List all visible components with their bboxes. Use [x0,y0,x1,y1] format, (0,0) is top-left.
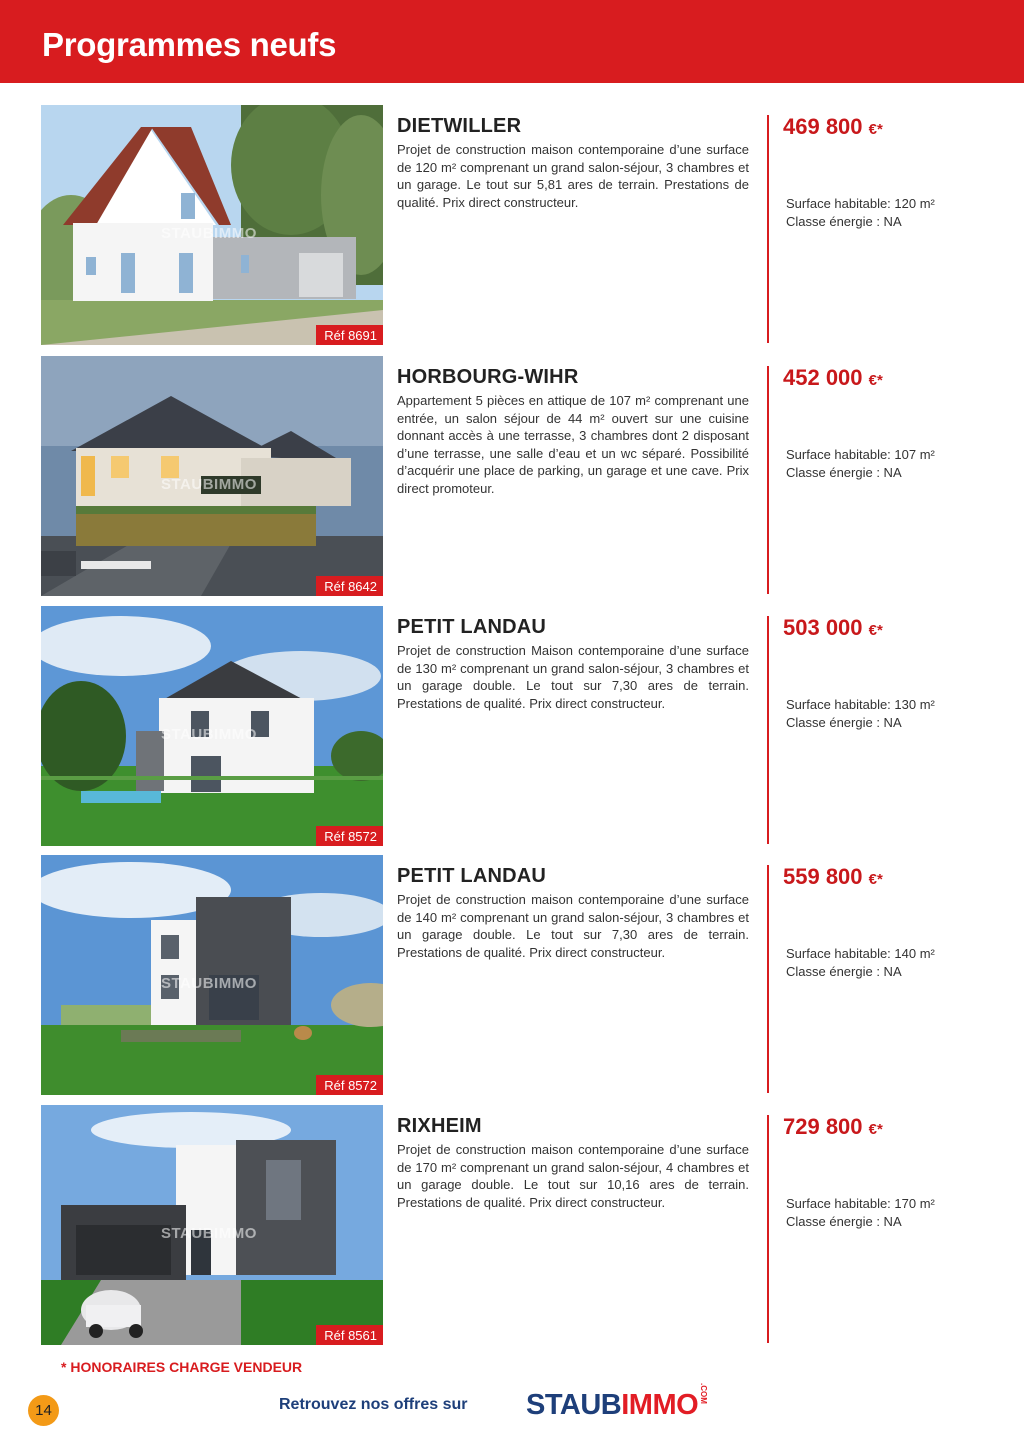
listing-specs [786,446,935,482]
watermark: STAUBIMMO [161,476,257,493]
price-currency: €* [868,1121,883,1138]
price-value: 452 000 [783,365,863,390]
listing-specs [786,696,935,732]
classe-energie: Classe énergie : NA [786,214,902,229]
divider [767,366,769,594]
listing-description: Projet de construction maison contemporaine d’une surface de 120 m² comprenant un grand salon-séjour, 3 chambres et un garage. Le tout sur 5,81 ares de terrain. Prestations de qualité. Prix direct constructeur. [397,142,749,210]
listing-description: Projet de construction maison contemporaine d’une surface de 140 m² comprenant un grand salon-séjour, 3 chambres et un garage double. Le tout sur 7,30 ares de terrain. Prestations de qualité. Prix direct constructeur. [397,892,749,960]
website-prompt: Retrouvez nos offres sur [279,1396,468,1413]
listing-city: PETIT LANDAU [397,865,547,887]
reference-badge: Réf 8572 [316,826,383,846]
price-currency: €* [868,372,883,389]
listing-info [397,1115,749,1211]
price-value: 469 800 [783,114,863,139]
listing-description: Projet de construction maison contemporaine d’une surface de 170 m² comprenant un grand salon-séjour, 4 chambres et un garage double. Le tout sur 10,16 ares de terrain. Prestations de qualité. Prix direct constructeur. [397,1142,749,1210]
property-photo[interactable] [41,855,383,1095]
property-photo[interactable] [41,1105,383,1345]
listing-price [783,365,883,391]
listing-price [783,114,883,140]
price-value: 559 800 [783,864,863,889]
listing-city: DIETWILLER [397,115,522,137]
price-currency: €* [868,622,883,639]
listing-card[interactable] [0,105,1024,347]
property-photo[interactable] [41,356,383,596]
listing-city: HORBOURG-WIHR [397,366,579,388]
divider [767,1115,769,1343]
logo-text-dom: .COM [699,1383,709,1404]
price-value: 503 000 [783,615,863,640]
fee-notice: * HONORAIRES CHARGE VENDEUR [61,1359,303,1375]
price-currency: €* [868,871,883,888]
listing-specs [786,195,935,231]
divider [767,115,769,343]
listing-card[interactable] [0,855,1024,1097]
property-photo[interactable] [41,105,383,345]
classe-energie: Classe énergie : NA [786,465,902,480]
listing-price [783,615,883,641]
page-header [0,0,1024,83]
staubimmo-logo[interactable] [526,1383,719,1421]
listing-specs [786,1195,935,1231]
classe-energie: Classe énergie : NA [786,715,902,730]
reference-badge: Réf 8691 [316,325,383,345]
surface-habitable: Surface habitable: 107 m² [786,447,935,462]
listing-info [397,616,749,712]
page-title: Programmes neufs [42,26,337,63]
surface-habitable: Surface habitable: 120 m² [786,196,935,211]
classe-energie: Classe énergie : NA [786,964,902,979]
listing-info [397,366,749,498]
listing-description: Projet de construction Maison contemporaine d’une surface de 130 m² comprenant un grand salon-séjour, 3 chambres et un garage double. Le tout sur 7,30 ares de terrain. Prestations de qualité. Prix direct constructeur. [397,643,749,711]
reference-badge: Réf 8561 [316,1325,383,1345]
logo-text-immo: IMMO [621,1389,699,1421]
listing-price [783,1114,883,1140]
listing-price [783,864,883,890]
surface-habitable: Surface habitable: 140 m² [786,946,935,961]
watermark: STAUBIMMO [161,726,257,743]
listing-card[interactable] [0,356,1024,598]
surface-habitable: Surface habitable: 170 m² [786,1196,935,1211]
listing-city: RIXHEIM [397,1115,482,1137]
logo-text-staub: STAUB [526,1389,622,1421]
price-currency: €* [868,121,883,138]
surface-habitable: Surface habitable: 130 m² [786,697,935,712]
listing-card[interactable] [0,1105,1024,1347]
divider [767,616,769,844]
price-value: 729 800 [783,1114,863,1139]
watermark: STAUBIMMO [161,1225,257,1242]
listing-description: Appartement 5 pièces en attique de 107 m² comprenant une entrée, un salon séjour de 44 m² ouvert sur une cuisine donnant accès à une terrasse, 3 chambres dont 2 disposant d’une terrasse, une salle d’eau et un wc séparé. Possibilité d’acquérir une place de parking, un garage et une cave. Prix direct promoteur. [397,393,749,496]
reference-badge: Réf 8572 [316,1075,383,1095]
reference-badge: Réf 8642 [316,576,383,596]
page-number: 14 [28,1395,59,1426]
divider [767,865,769,1093]
listing-specs [786,945,935,981]
classe-energie: Classe énergie : NA [786,1214,902,1229]
listing-info [397,865,749,961]
watermark: STAUBIMMO [161,975,257,992]
watermark: STAUBIMMO [161,225,257,242]
listing-info [397,115,749,211]
listing-card[interactable] [0,606,1024,848]
property-photo[interactable] [41,606,383,846]
listing-city: PETIT LANDAU [397,616,547,638]
